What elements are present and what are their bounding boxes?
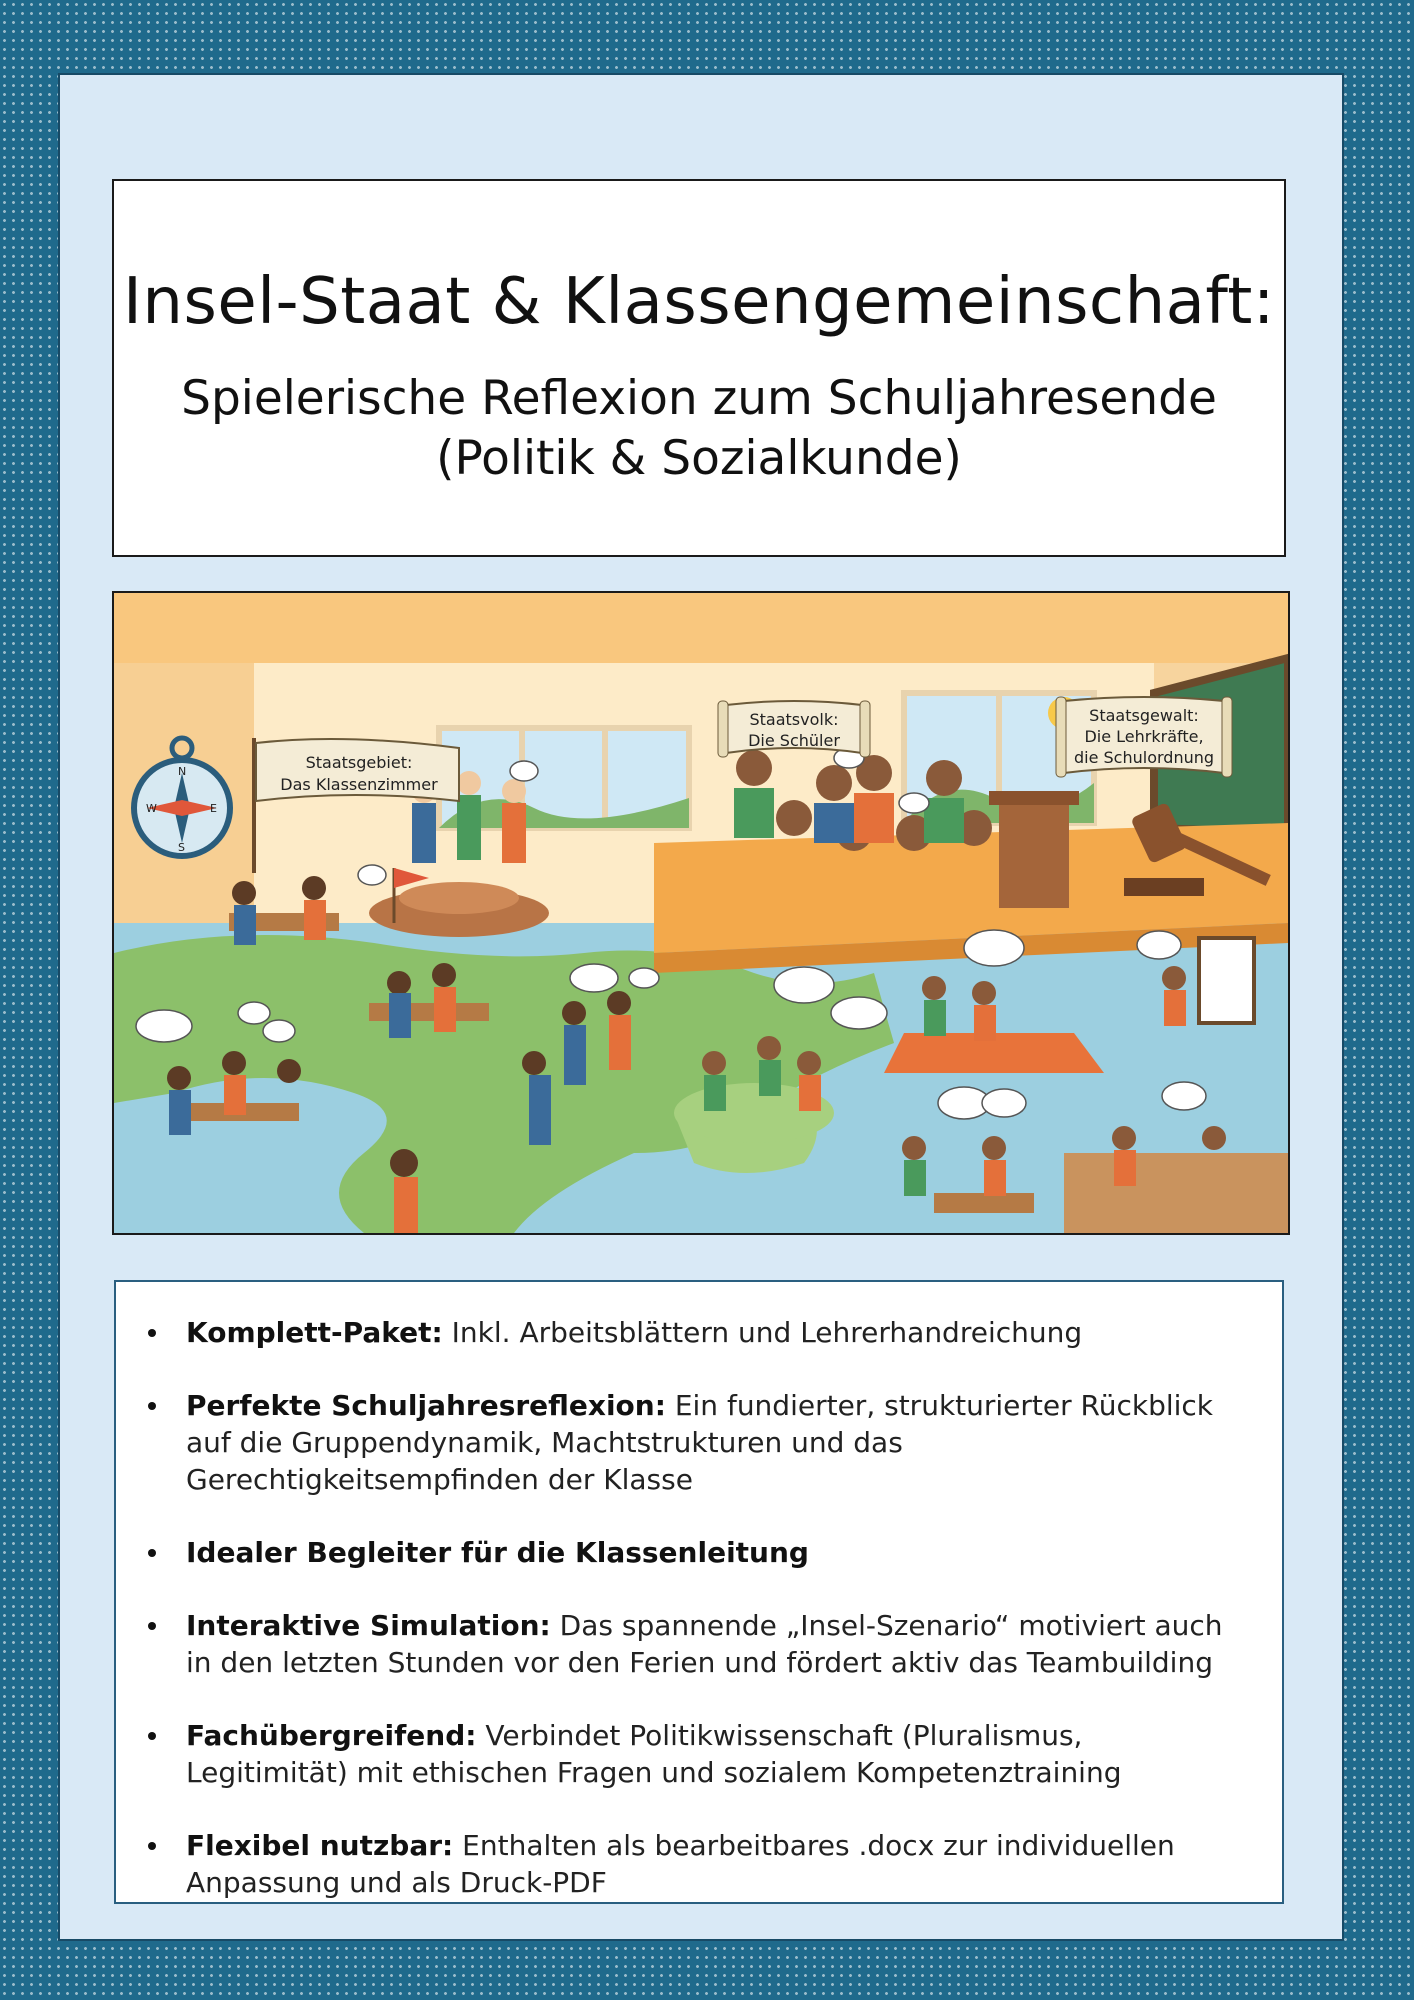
podium xyxy=(999,798,1069,908)
subtitle-line-2: (Politik & Sozialkunde) xyxy=(436,431,962,486)
feature-text: Das spannende „Insel-Szenario“ motiviert auch in den letzten Stunden vor den Ferien und fördert aktiv das Teambuilding xyxy=(186,1609,1223,1679)
feature-text: Ein fundierter, strukturierter Rückblick auf die Gruppendynamik, Machtstrukturen und das Gerechtigkeitsempfinden der Klasse xyxy=(186,1389,1214,1496)
feature-item xyxy=(186,1827,1252,1901)
banner-staatsgebiet-line-1: Staatsgebiet: xyxy=(305,753,413,772)
banner-staatsvolk-line-1: Staatsvolk: xyxy=(749,710,839,729)
feature-label: Idealer Begleiter für die Klassenleitung xyxy=(186,1536,809,1569)
title-box xyxy=(112,179,1286,557)
feature-item xyxy=(186,1314,1252,1351)
feature-list xyxy=(116,1282,1282,1901)
banner-staatsgewalt xyxy=(1056,697,1232,777)
feature-label: Perfekte Schuljahresreflexion: xyxy=(186,1389,666,1422)
banner-staatsgebiet-line-2: Das Klassenzimmer xyxy=(280,775,438,794)
illustration-svg xyxy=(114,593,1288,1233)
banner-staatsgewalt-line-3: die Schulordnung xyxy=(1073,748,1215,767)
banner-staatsvolk-line-2: Die Schüler xyxy=(748,731,840,750)
compass-letter-s: S xyxy=(178,841,185,854)
feature-item xyxy=(186,1607,1252,1681)
banner-staatsgewalt-line-1: Staatsgewalt: xyxy=(1089,706,1199,725)
feature-label: Flexibel nutzbar: xyxy=(186,1829,454,1862)
feature-item xyxy=(186,1534,1252,1571)
feature-text: Inkl. Arbeitsblättern und Lehrerhandreichung xyxy=(442,1316,1083,1349)
feature-label: Komplett-Paket: xyxy=(186,1316,443,1349)
feature-text: Verbindet Politikwissenschaft (Pluralismus, Legitimität) mit ethischen Fragen und sozialem Kompetenztraining xyxy=(186,1719,1122,1789)
feature-box xyxy=(114,1280,1284,1904)
subtitle-line-1: Spielerische Reflexion zum Schuljahresende xyxy=(181,371,1217,426)
feature-label: Fachübergreifend: xyxy=(186,1719,477,1752)
feature-item xyxy=(186,1387,1252,1498)
compass-letter-e: E xyxy=(210,802,217,815)
classroom-illustration xyxy=(112,591,1290,1235)
banner-staatsvolk xyxy=(718,701,870,757)
compass-letter-w: W xyxy=(146,802,157,815)
page-title: Insel-Staat & Klassengemeinschaft: xyxy=(123,265,1275,339)
banner-staatsgewalt-line-2: Die Lehrkräfte, xyxy=(1084,727,1204,746)
page-subtitle xyxy=(114,369,1284,489)
poster-panel xyxy=(58,73,1344,1941)
feature-text: Enthalten als bearbeitbares .docx zur individuellen Anpassung und als Druck-PDF xyxy=(186,1829,1175,1899)
compass-letter-n: N xyxy=(178,765,187,778)
feature-label: Interaktive Simulation: xyxy=(186,1609,551,1642)
feature-item xyxy=(186,1717,1252,1791)
